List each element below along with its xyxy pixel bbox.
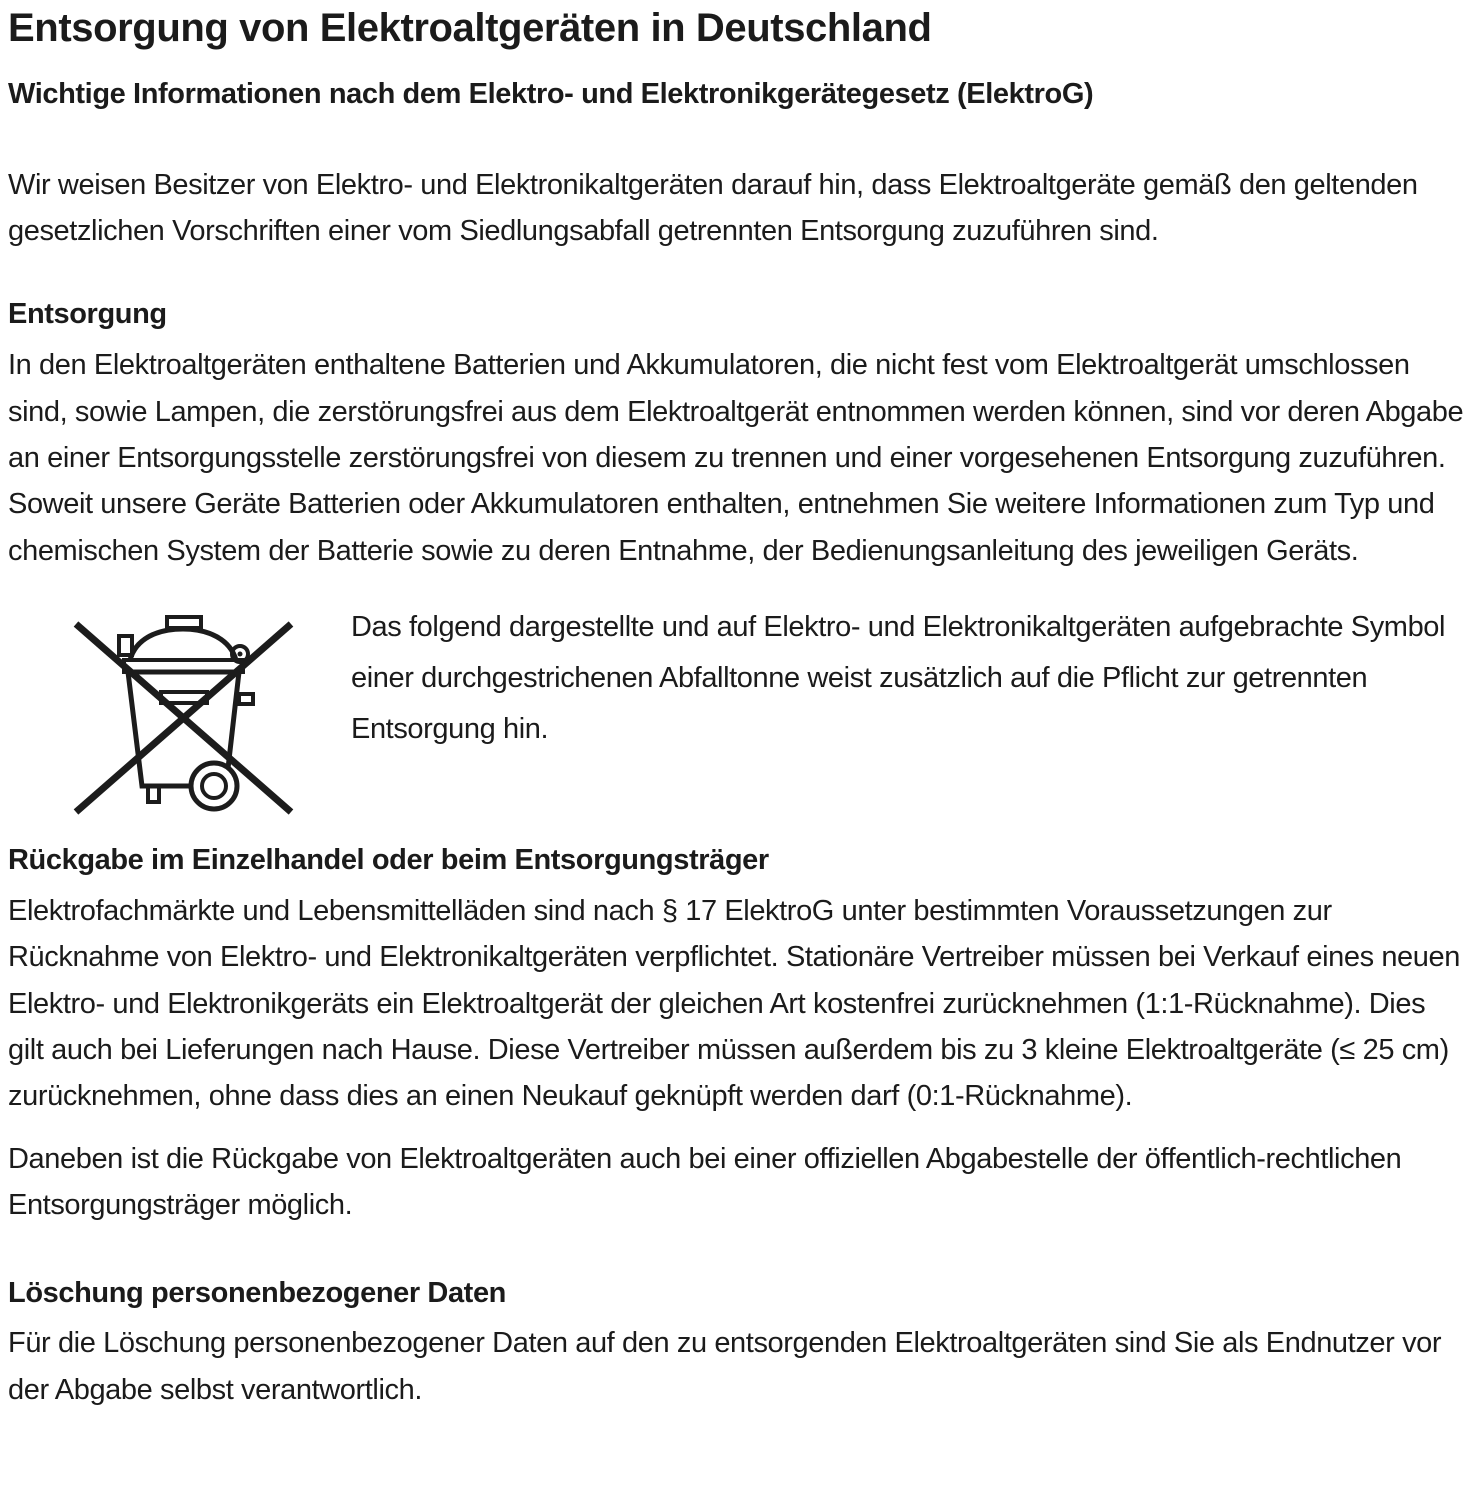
section-data-deletion [8, 1275, 1465, 1413]
section-heading-disposal: Entsorgung [8, 298, 167, 331]
doc-subtitle: Wichtige Informationen nach dem Elektro- und Elektronikgerätegesetz (ElektroG) [8, 78, 1094, 110]
crossed-out-wheelie-bin-icon [66, 608, 301, 826]
intro-paragraph: Wir weisen Besitzer von Elektro- und Elektronikaltgeräten darauf hin, dass Elektroaltgeräte gemäß den geltenden gesetzlichen Vorschriften einer vom Siedlungsabfall getrennten Entsorgung zuzuführen sind. [8, 168, 1418, 248]
document-page [8, 6, 1465, 1413]
data-deletion-paragraph: Für die Löschung personenbezogener Daten auf den zu entsorgenden Elektroaltgeräten sind Sie als Endnutzer vor der Abgabe selbst verantwortlich. [8, 1327, 1442, 1406]
section-heading-data-deletion: Löschung personenbezogener Daten [8, 1276, 506, 1309]
retail-return-paragraph-1: Elektrofachmärkte und Lebensmittelläden sind nach § 17 ElektroG unter bestimmten Voraussetzungen zur Rücknahme von Elektro- und Elektronikaltgeräten verpflichtet. Stationäre Vertreiber müssen bei Verkauf eines neuen Elektro- und Elektronikgeräts ein Elektroaltgerät der gleichen Art kostenfrei zurücknehmen (1:1-Rücknahme). Dies gilt auch bei Lieferungen nach Hause. Diese Vertreiber müssen außerdem bis zu 3 kleine Elektroaltgeräte (≤ 25 cm) zurücknehmen, ohne dass dies an einen Neukauf geknüpft werden darf (0:1-Rücknahme). [8, 894, 1460, 1113]
section-disposal [8, 296, 1465, 574]
disposal-paragraph: In den Elektroaltgeräten enthaltene Batterien und Akkumulatoren, die nicht fest vom Elektroaltgerät umschlossen sind, sowie Lampen, die zerstörungsfrei aus dem Elektroaltgerät entnommen werden können, sind vor deren Abgabe an einer Entsorgungsstelle zerstörungsfrei von diesem zu trennen und einer vorgesehenen Entsorgung zuzuführen. Soweit unsere Geräte Batterien oder Akkumulatoren enthalten, entnehmen Sie weitere Informationen zum Typ und chemischen System der Batterie sowie zu deren Entnahme, der Bedienungsanleitung des jeweiligen Geräts. [8, 349, 1464, 567]
section-weee-symbol [8, 602, 1465, 826]
section-heading-retail-return: Rückgabe im Einzelhandel oder beim Entsorgungsträger [8, 844, 769, 877]
section-retail-return [8, 842, 1465, 1228]
retail-return-paragraph-2: Daneben ist die Rückgabe von Elektroaltgeräten auch bei einer offiziellen Abgabestelle der öffentlich-rechtlichen Entsorgungsträger möglich. [8, 1142, 1402, 1222]
weee-symbol-caption: Das folgend dargestellte und auf Elektro- und Elektronikaltgeräten aufgebrachte Symbol einer durchgestrichenen Abfalltonne weist zusätzlich auf die Pflicht zur getrennten Entsorgung hin. [351, 611, 1446, 745]
page-title: Entsorgung von Elektroaltgeräten in Deutschland [8, 6, 932, 50]
